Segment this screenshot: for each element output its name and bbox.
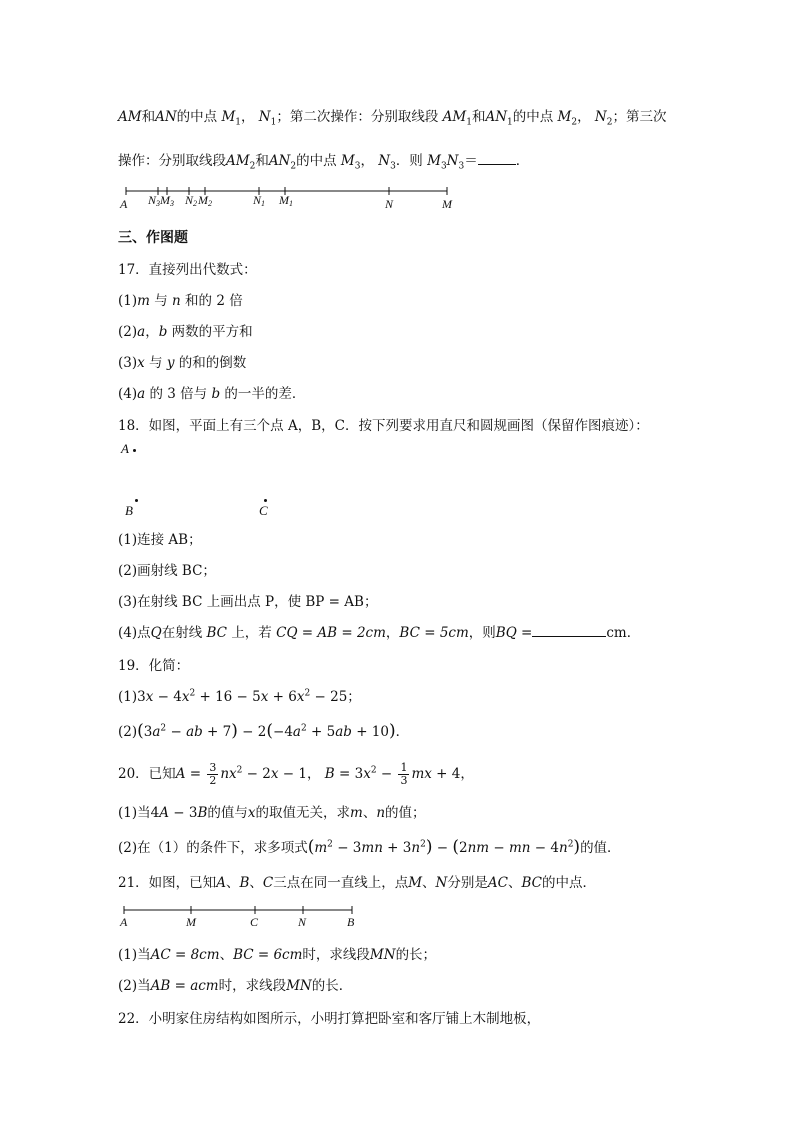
q21-item-2: (2)当AB = acm时，求线段MN的长． bbox=[118, 978, 353, 994]
q19-item-1: $(1)3x - 4x^2 + 16 - 5x + 6x^2 - 25$； bbox=[118, 688, 361, 705]
q17-item-2: (2)a，b 两数的平方和 bbox=[118, 324, 253, 340]
q17-stem: 17．直接列出代数式： bbox=[118, 262, 257, 278]
q18-answer-blank[interactable] bbox=[532, 624, 606, 637]
q21-label-a: A bbox=[120, 915, 128, 929]
point-b-label: B bbox=[125, 503, 133, 518]
q16-label-n1: N1 bbox=[253, 193, 266, 208]
q16-line1: AM和AN的中点 $M_1$， $N_1$；第二次操作：分别取线段 $AM_1$和$AN_1$的中点 $M_2$， $N_2$；第三次 bbox=[118, 109, 667, 128]
q18-item-1: (1)连接 AB； bbox=[118, 532, 202, 548]
q21-segment-diagram bbox=[118, 904, 368, 932]
q16-segment-diagram bbox=[118, 183, 458, 213]
q18-item-4: (4)点Q在射线 BC 上，若 CQ = AB = 2cm，BC = 5cm，则BQ = cm． bbox=[118, 625, 641, 641]
point-c-dot bbox=[264, 499, 267, 502]
q18-item-2: (2)画射线 BC； bbox=[118, 563, 216, 579]
q16-label-m: M bbox=[442, 197, 452, 211]
q16-label-n3: N3 bbox=[148, 193, 161, 208]
q16-label-m2: M2 bbox=[198, 193, 212, 208]
q16-label-n2: N2 bbox=[185, 193, 198, 208]
q21-label-m: M bbox=[186, 915, 196, 929]
q18-item-3: (3)在射线 BC 上画出点 P，使 BP = AB； bbox=[118, 594, 378, 610]
q19-stem: 19．化简： bbox=[118, 658, 190, 674]
q21-label-c: C bbox=[250, 915, 259, 929]
q21-label-b: B bbox=[347, 915, 355, 929]
q16-label-a: A bbox=[120, 197, 128, 211]
q22-stem: 22．小明家住房结构如图所示，小明打算把卧室和客厅铺上木制地板， bbox=[118, 1011, 541, 1027]
section-title: 三、作图题 bbox=[118, 230, 188, 246]
q21-item-1: (1)当AC = 8cm、BC = 6cm时，求线段MN的长； bbox=[118, 947, 437, 963]
fraction-1-3: $\frac{1}{3}$ bbox=[400, 761, 408, 787]
q20-item-2: (2)在（1）的条件下，求多项式$(m^2 - 3mn + 3n^2) - (2nm$ − mn − $4n^2$)的值． bbox=[118, 837, 621, 857]
q20-item-1: (1)当4A − 3B的值与x的取值无关，求m、n的值； bbox=[118, 805, 426, 821]
q16-label-m3: M3 bbox=[160, 193, 174, 208]
q17-item-4: (4)a 的 3 倍与 b 的一半的差． bbox=[118, 386, 306, 402]
q20-stem: 20．已知A = $\frac{3}{2}$ $nx^2 - 2x - 1$， $B = 3x^2$ − $\frac{1}{3}$ mx + 4， bbox=[118, 761, 474, 787]
q16-label-n: N bbox=[385, 197, 394, 211]
q21-stem: 21．如图，已知A、B、C三点在同一直线上，点M、N分别是AC、BC的中点． bbox=[118, 875, 596, 891]
q19-item-2: $(2)(3a^2$ − ab + $7) - 2(-4a^2 + 5ab + 10)$． bbox=[118, 721, 410, 741]
point-a-dot bbox=[133, 449, 136, 452]
q18-stem: 18．如图，平面上有三个点 A，B，C．按下列要求用直尺和圆规画图（保留作图痕迹）： bbox=[118, 418, 649, 434]
point-c-label: C bbox=[259, 503, 268, 518]
point-a-label: A bbox=[121, 441, 129, 456]
q17-item-3: (3)x 与 y 的和的倒数 bbox=[118, 355, 247, 371]
q16-line2: 操作：分别取线段$AM_2$和$AN_2$的中点 $M_3$， $N_3$．则 $M_3N_3=$ ． bbox=[118, 153, 530, 172]
q17-item-1: (1)m 与 n 和的 2 倍 bbox=[118, 293, 243, 309]
fraction-3-2: $\frac{3}{2}$ bbox=[209, 761, 217, 787]
q21-label-n: N bbox=[298, 915, 307, 929]
q16-label-m1: M1 bbox=[279, 193, 293, 208]
point-b-dot bbox=[135, 499, 138, 502]
